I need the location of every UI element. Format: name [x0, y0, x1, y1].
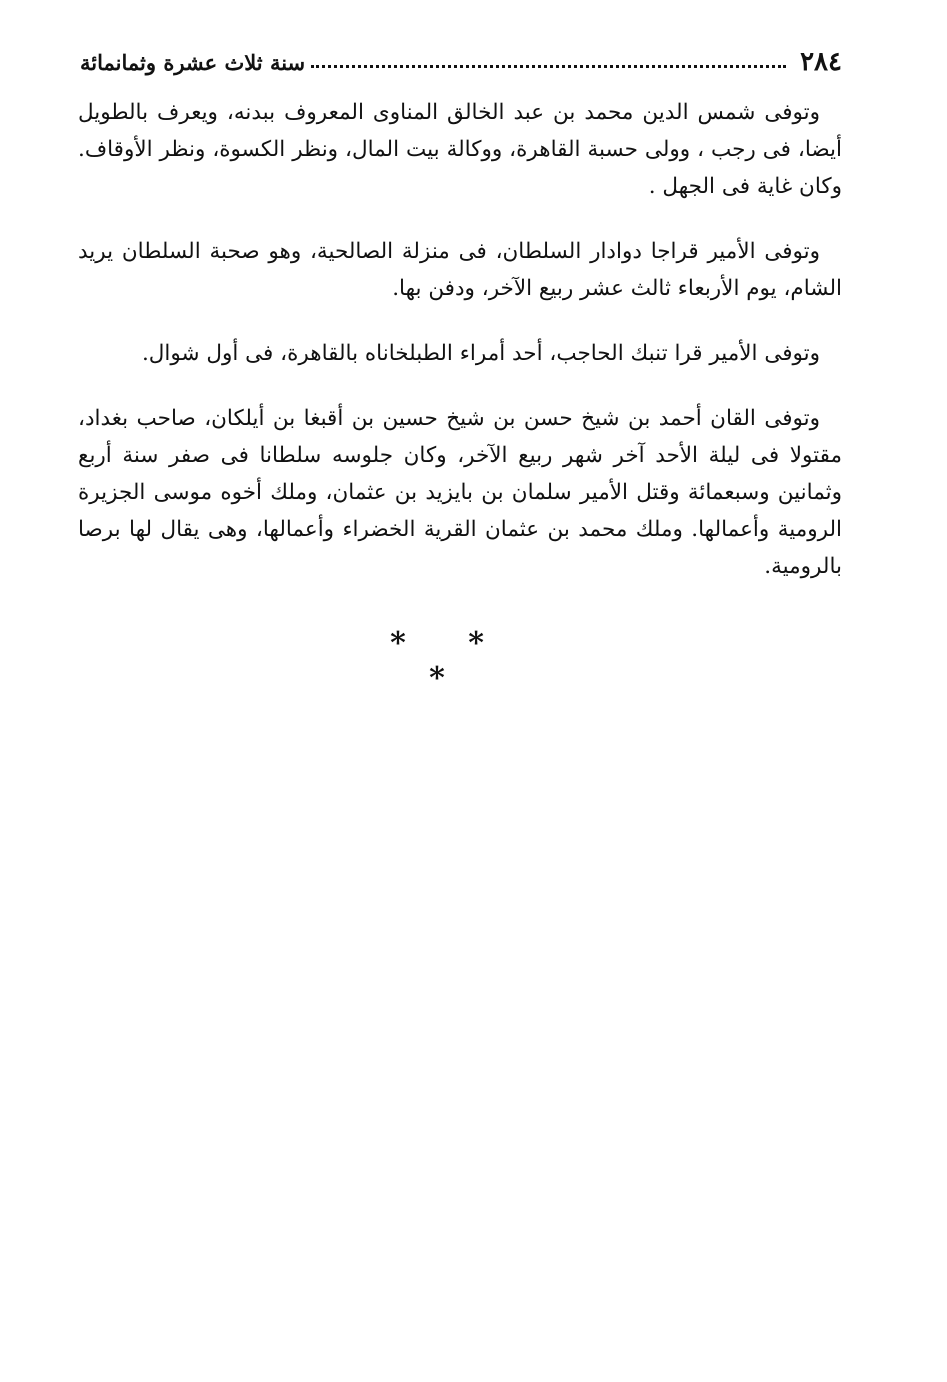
body-text: [78, 94, 842, 613]
paragraph-1: وتوفى شمس الدين محمد بن عبد الخالق المناوى المعروف ببدنه، ويعرف بالطويل أيضا، فى رجب ، وولى حسبة القاهرة، ووكالة بيت المال، ونظر الكسوة، ونظر الأوقاف. وكان غاية فى الجهل .: [78, 100, 842, 199]
page-number: ٢٨٤: [800, 47, 842, 77]
paragraph-3: وتوفى الأمير قرا تنبك الحاجب، أحد أمراء الطبلخاناه بالقاهرة، فى أول شوال.: [141, 341, 820, 366]
section-separator: * * *: [390, 626, 510, 696]
running-header: [80, 44, 842, 80]
paragraph-4: وتوفى القان أحمد بن شيخ حسن بن شيخ حسين بن أقبغا بن أيلكان، صاحب بغداد، مقتولا فى ليلة الأحد آخر شهر ربيع الآخر، وكان جلوسه سلطانا فى صفر سنة أربع وثمانين وسبعمائة وقتل الأمير سلمان بن بايزيد بن عثمان، وملك أخوه موسى الجزيرة الرومية وأعمالها. وملك محمد بن عثمان القرية الخضراء وأعمالها، وهى يقال لها برصا بالرومية.: [78, 406, 842, 579]
paragraph-2: وتوفى الأمير قراجا دوادار السلطان، فى منزلة الصالحية، وهو صحبة السلطان يريد الشام، يوم الأربعاء ثالث عشر ربيع الآخر، ودفن بها.: [78, 239, 842, 301]
dotted-leader: [311, 65, 786, 68]
running-title: سنة ثلاث عشرة وثمانمائة: [80, 49, 306, 75]
